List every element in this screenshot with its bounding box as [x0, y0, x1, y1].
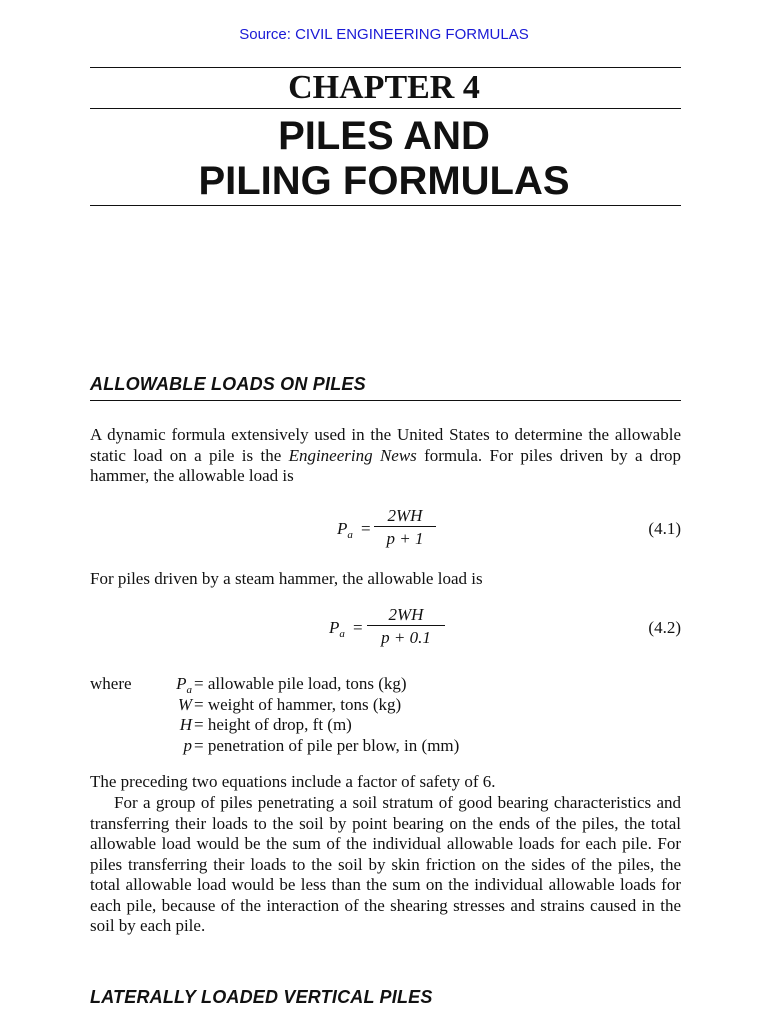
eq1-number: (4.1): [648, 519, 681, 538]
steam-hammer-text: For piles driven by a steam hammer, the allowable load is: [90, 569, 483, 588]
definition-symbol: H: [179, 715, 192, 734]
definition-text: = allowable pile load, tons (kg): [194, 674, 407, 693]
chapter-title-line1: PILES AND: [278, 114, 490, 158]
equation-4-2: [90, 605, 681, 653]
eq2-fraction: [367, 605, 445, 648]
intro-text-2: formula. For piles driven by a drop hammer, the allowable load is: [90, 445, 681, 485]
definition-row: [90, 674, 681, 695]
section-heading-laterally-loaded: LATERALLY LOADED VERTICAL PILES: [90, 987, 433, 1007]
eq1-fraction: [374, 506, 436, 549]
eq2-denominator: p + 0.1: [381, 628, 431, 647]
variable-definitions: [90, 674, 681, 756]
eq1-denominator: p + 1: [386, 529, 424, 548]
eq1-fraction-bar: [374, 526, 436, 527]
definition-row: [90, 736, 681, 757]
chapter-rule: [90, 108, 681, 109]
eq1-equals: =: [361, 519, 371, 538]
intro-text-1: A dynamic formula extensively used in the United States to determine the allowable static load on a pile is the: [90, 425, 681, 465]
definition-symbol: $P_a$: [176, 674, 192, 696]
definition-text: = penetration of pile per blow, in (mm): [194, 735, 460, 755]
eq2-lhs: $P_a$: [329, 618, 345, 640]
section-rule: [90, 400, 681, 401]
eq2-number: (4.2): [648, 618, 681, 637]
safety-factor-text: The preceding two equations include a factor of safety of 6.: [90, 772, 496, 791]
definition-symbol: p: [183, 735, 192, 755]
eq1-lhs: $P_a$: [337, 519, 353, 541]
title-rule: [90, 205, 681, 206]
equation-4-1: [90, 506, 681, 554]
chapter-title: [0, 114, 768, 204]
pile-group-paragraph: For a group of piles penetrating a soil stratum of good bearing characteristics and transferring their loads to the soil by point bearing on the ends of the piles, the total allowable load would be the sum of the individual allowable loads for each pile. For piles transferring their loads to the soil by skin friction on the sides of the piles, the total allowable load would be less than the sum on the individual allowable loads for each pile, because of the interaction of the shearing stresses and strains caused in the soil by each pile.: [90, 793, 681, 935]
where-label: where: [90, 674, 132, 693]
source-link[interactable]: Source: CIVIL ENGINEERING FORMULAS: [239, 26, 529, 43]
eq1-numerator: 2WH: [387, 506, 423, 525]
definition-row: [90, 715, 681, 736]
definition-text: = height of drop, ft (m): [194, 715, 352, 734]
definition-text: = weight of hammer, tons (kg): [194, 694, 402, 714]
definition-row: [90, 695, 681, 716]
chapter-label: CHAPTER 4: [288, 69, 480, 106]
definition-symbol: W: [177, 694, 192, 714]
eq2-equals: =: [353, 618, 363, 637]
intro-paragraph: [90, 425, 681, 487]
eq2-numerator: 2WH: [388, 605, 424, 624]
eq2-fraction-bar: [367, 625, 445, 626]
chapter-title-line2: PILING FORMULAS: [198, 159, 570, 203]
intro-emphasis: Engineering News: [288, 445, 417, 465]
section-heading-allowable-loads: ALLOWABLE LOADS ON PILES: [90, 374, 366, 394]
